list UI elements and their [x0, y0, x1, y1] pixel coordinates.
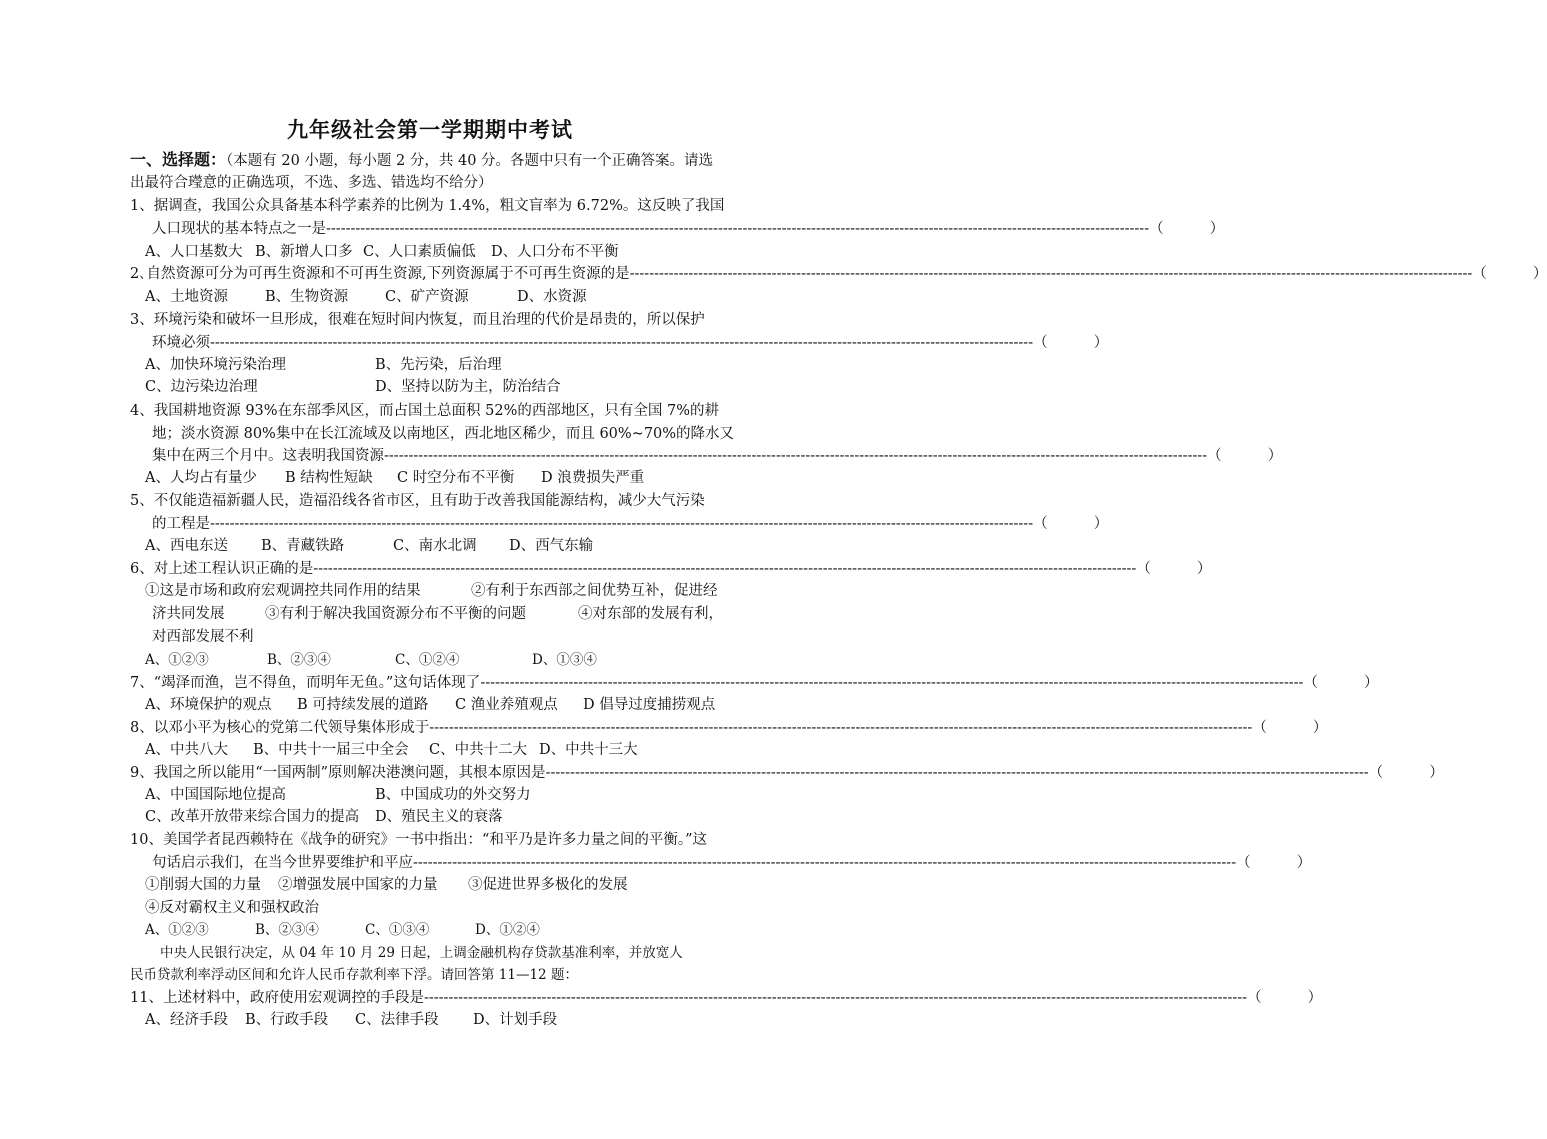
q11-stem [130, 988, 1323, 1008]
answer-blank: （ ） [1368, 765, 1444, 781]
q1-option-a: A、人口基数大 [145, 244, 243, 260]
leader-dashes: ------------------------------------------------------------------------------------------------------------------------------------------------------------------------ [649, 266, 1473, 282]
q3-option-c: C、边污染边治理 [145, 379, 258, 395]
q10-statement-3: ③促进世界多极化的发展 [468, 877, 628, 893]
q2-option-b: B、生物资源 [265, 289, 349, 305]
q8-option-d: D、中共十三大 [539, 742, 638, 758]
q2-option-c: C、矿产资源 [385, 289, 469, 305]
q7-option-c: C 渔业养殖观点 [455, 697, 558, 713]
q4-stem-2: 地；淡水资源 80%集中在长江流域及以南地区，西北地区稀少，而且 60%~70%的降水又 [152, 426, 735, 442]
leader-dashes: ------------------------------------------------------------------------------------------------------------------------------------------------------------------------ [326, 221, 1150, 237]
q4-option-c: C 时空分布不平衡 [397, 470, 515, 486]
q6-option-b: B、②③④ [267, 652, 331, 668]
answer-blank: （ ） [1236, 855, 1312, 871]
answer-blank: （ ） [1207, 448, 1283, 464]
q10-option-c: C、①③④ [365, 922, 430, 938]
q11-option-b: B、行政手段 [245, 1012, 329, 1028]
q7-option-a: A、环境保护的观点 [145, 697, 272, 713]
q10-stem-1: 10、美国学者昆西赖特在《战争的研究》一书中指出：“和平乃是许多力量之间的平衡。”这 [130, 832, 708, 848]
q5-option-c: C、南水北调 [393, 538, 477, 554]
q2-stem [130, 264, 1547, 284]
q9-options-2 [145, 807, 747, 827]
section-instructions-1: （本题有 20 小题，每小题 2 分，共 40 分。各题中只有一个正确答案。请选 [226, 153, 714, 169]
q5-option-d: D、西气东输 [509, 538, 594, 554]
q6-stem [130, 559, 1212, 579]
q3-stem-2 [152, 333, 1109, 353]
q6-statement-4: ④对东部的发展有利， [578, 606, 723, 622]
leader-dashes: ------------------------------------------------------------------------------------------------------------------------------------------------------------------------ [384, 448, 1208, 464]
q6-statement-4-cont: 对西部发展不利 [152, 629, 254, 645]
q10-option-b: B、②③④ [255, 922, 319, 938]
q8-option-b: B、中共十一届三中全会 [253, 742, 409, 758]
q1-stem-1: 1、据调查，我国公众具备基本科学素养的比例为 1.4%，粗文盲率为 6.72%。这反映了我国 [130, 198, 725, 214]
page-title: 九年级社会第一学期期中考试 [287, 117, 573, 142]
q3-options-1 [145, 355, 747, 375]
q7-stem [130, 673, 1379, 693]
q10-statement-4: ④反对霸权主义和强权政治 [145, 900, 319, 916]
q11-options [145, 1010, 747, 1030]
q3-stem-text: 环境必须 [152, 335, 210, 351]
q4-stem-text: 集中在两三个月中。这表明我国资源 [152, 448, 384, 464]
leader-dashes: ------------------------------------------------------------------------------------------------------------------------------------------------------------------------ [480, 675, 1304, 691]
q6-stem-text: 6、对上述工程认识正确的是 [130, 561, 314, 577]
q11-option-a: A、经济手段 [145, 1012, 228, 1028]
q7-option-b: B 可持续发展的道路 [297, 697, 429, 713]
q3-stem-1: 3、环境污染和破坏一旦形成，很难在短时间内恢复，而且治理的代价是昂贵的，所以保护 [130, 312, 705, 328]
q7-option-d: D 倡导过度捕捞观点 [583, 697, 716, 713]
q9-stem-text: 9、我国之所以能用“一国两制”原则解决港澳问题，其根本原因是 [130, 765, 546, 781]
section-heading-line [130, 150, 732, 170]
q10-stem-2 [152, 853, 1312, 873]
q6-statements-1 [145, 581, 747, 601]
leader-dashes: ------------------------------------------------------------------------------------------------------------------------------------------------------------------------ [210, 516, 1034, 532]
q5-stem-1: 5、不仅能造福新疆人民，造福沿线各省市区，且有助于改善我国能源结构，减少大气污染 [130, 493, 705, 509]
leader-dashes: ------------------------------------------------------------------------------------------------------------------------------------------------------------------------ [313, 561, 1137, 577]
answer-blank: （ ） [1472, 266, 1547, 282]
answer-blank: （ ） [1303, 675, 1379, 691]
q3-option-a: A、加快环境污染治理 [145, 357, 286, 373]
q10-stem-text: 句话启示我们，在当今世界要维护和平应 [152, 855, 413, 871]
q2-stem-text: 2､自然资源可分为可再生资源和不可再生资源,下列资源属于不可再生资源的是---- [130, 266, 650, 282]
q4-stem-1: 4、我国耕地资源 93%在东部季风区，而占国土总面积 52%的西部地区，只有全国 7%的耕 [130, 403, 720, 419]
q8-option-a: A、中共八大 [145, 742, 228, 758]
q4-option-d: D 浪费损失严重 [541, 470, 645, 486]
q4-option-a: A、人均占有量少 [145, 470, 257, 486]
q6-option-a: A、①②③ [145, 652, 209, 668]
q1-options [145, 242, 747, 262]
material-line-1: 中央人民银行决定，从 04 年 10 月 29 日起，上调金融机构存贷款基准利率，并放宽人 [160, 945, 683, 961]
q4-options [145, 468, 747, 488]
q6-option-d: D、①③④ [532, 652, 597, 668]
leader-dashes: ------------------------------------------------------------------------------------------------------------------------------------------------------------------------ [545, 765, 1369, 781]
leader-dashes: ------------------------------------------------------------------------------------------------------------------------------------------------------------------------ [423, 990, 1248, 1006]
q1-stem-2 [152, 219, 1225, 239]
q6-option-c: C、①②④ [395, 652, 460, 668]
answer-blank: （ ） [1033, 516, 1109, 532]
q11-stem-text: 11、上述材料中，政府使用宏观调控的手段是 [130, 990, 424, 1006]
q5-options [145, 536, 747, 556]
q6-statement-2-cont: 济共同发展 [152, 606, 225, 622]
q10-statement-2: ②增强发展中国家的力量 [278, 877, 438, 893]
q10-option-d: D、①②④ [475, 922, 540, 938]
section-heading: 一、选择题： [130, 150, 227, 169]
q3-option-d: D、坚持以防为主，防治结合 [375, 379, 561, 395]
q2-options [145, 287, 747, 307]
q5-option-b: B、青藏铁路 [261, 538, 345, 554]
q7-options [145, 695, 747, 715]
q11-option-c: C、法律手段 [355, 1012, 439, 1028]
q10-option-a: A、①②③ [145, 922, 209, 938]
leader-dashes: ------------------------------------------------------------------------------------------------------------------------------------------------------------------------ [429, 720, 1253, 736]
q10-statements-1 [145, 875, 747, 895]
q8-stem [130, 718, 1328, 738]
q9-options-1 [145, 785, 747, 805]
answer-blank: （ ） [1247, 990, 1323, 1006]
q6-statements-2 [152, 604, 732, 624]
q8-options [145, 740, 747, 760]
q4-stem-3 [152, 446, 1283, 466]
q9-option-c: C、改革开放带来综合国力的提高 [145, 809, 360, 825]
q10-options [145, 920, 747, 940]
q1-option-d: D、人口分布不平衡 [491, 244, 619, 260]
q5-option-a: A、西电东送 [145, 538, 228, 554]
material-line-2: 民币贷款利率浮动区间和允许人民币存款利率下浮。请回答第 11—12 题： [130, 967, 578, 983]
q3-option-b: B、先污染，后治理 [375, 357, 502, 373]
q6-statement-3: ③有利于解决我国资源分布不平衡的问题 [265, 606, 526, 622]
leader-dashes: ------------------------------------------------------------------------------------------------------------------------------------------------------------------------ [210, 335, 1034, 351]
q5-stem-text: 的工程是 [152, 516, 210, 532]
q6-statement-2: ②有利于东西部之间优势互补，促进经 [471, 583, 718, 599]
q9-option-a: A、中国国际地位提高 [145, 787, 286, 803]
q2-option-a: A、土地资源 [145, 289, 228, 305]
answer-blank: （ ） [1149, 221, 1225, 237]
leader-dashes: ------------------------------------------------------------------------------------------------------------------------------------------------------------------------ [413, 855, 1237, 871]
q8-stem-text: 8、以邓小平为核心的党第二代领导集体形成于 [130, 720, 430, 736]
q5-stem-2 [152, 514, 1109, 534]
q4-option-b: B 结构性短缺 [285, 470, 373, 486]
q3-options-2 [145, 377, 747, 397]
q1-option-b: B、新增人口多 [255, 244, 353, 260]
q6-statement-1: ①这是市场和政府宏观调控共同作用的结果 [145, 583, 421, 599]
answer-blank: （ ） [1136, 561, 1212, 577]
answer-blank: （ ） [1252, 720, 1328, 736]
q2-option-d: D、水资源 [517, 289, 587, 305]
q7-stem-text: 7、“竭泽而渔，岂不得鱼，而明年无鱼。”这句话体现了 [130, 675, 481, 691]
answer-blank: （ ） [1033, 335, 1109, 351]
q6-options [145, 650, 747, 670]
q9-stem [130, 763, 1444, 783]
q1-stem-text: 人口现状的基本特点之一是 [152, 221, 326, 237]
section-instructions-2: 出最符合㼆意的正确选项，不选、多选、错选均不给分） [130, 175, 493, 191]
q8-option-c: C、中共十二大 [429, 742, 528, 758]
q1-option-c: C、人口素质偏低 [363, 244, 476, 260]
q9-option-d: D、殖民主义的衰落 [375, 809, 503, 825]
q9-option-b: B、中国成功的外交努力 [375, 787, 531, 803]
q10-statement-1: ①削弱大国的力量 [145, 877, 261, 893]
q11-option-d: D、计划手段 [473, 1012, 558, 1028]
